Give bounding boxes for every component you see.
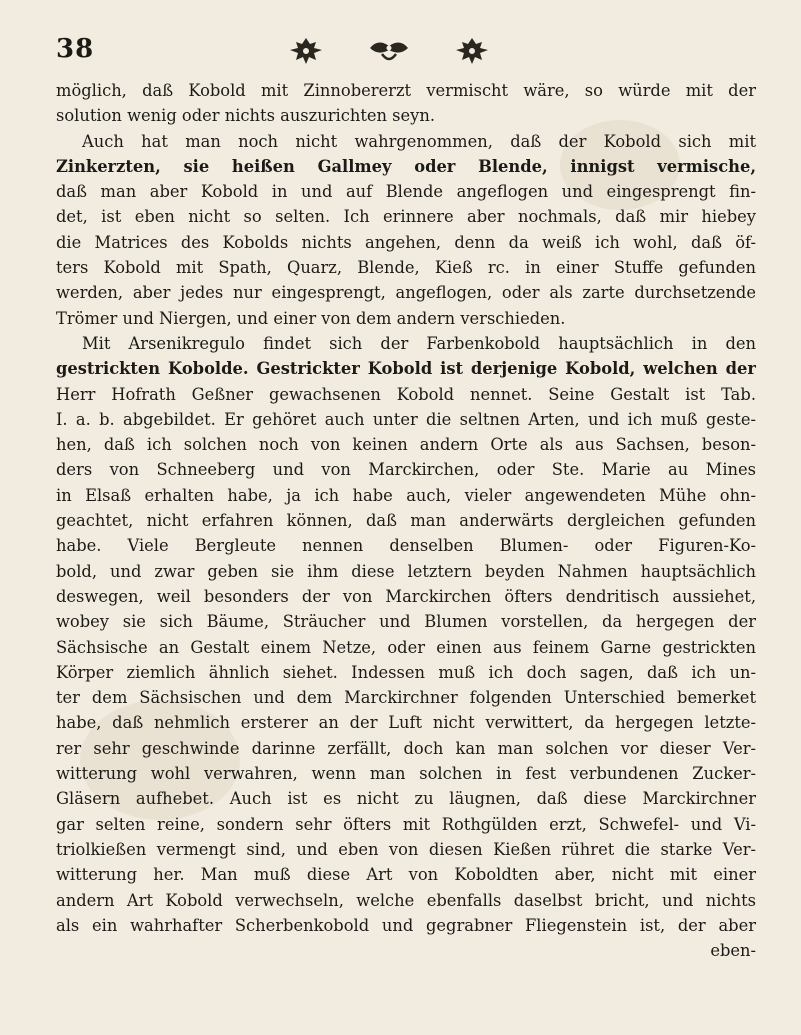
text-line: witterung her. Man muß diese Art von Koboldten aber, nicht mit einer	[56, 865, 756, 885]
text-line: geachtet, nicht erfahren können, daß man anderwärts dergleichen gefunden	[56, 511, 756, 531]
text-line: andern Art Kobold verwechseln, welche ebenfalls daselbst bricht, und nichts	[56, 890, 756, 910]
text-line: witterung wohl verwahren, wenn man solchen in fest verbundenen Zucker-	[56, 764, 756, 784]
text-line: rer sehr geschwinde darinne zerfällt, doch kan man solchen vor dieser Ver-	[56, 738, 756, 758]
text-line: Gläsern aufhebet. Auch ist es nicht zu läugnen, daß diese Marckirchner	[56, 789, 756, 809]
text-line: habe, daß nehmlich ersterer an der Luft nicht verwittert, da hergegen letzte-	[56, 713, 756, 733]
text-line: Auch hat man noch nicht wahrgenommen, daß der Kobold sich mit	[82, 131, 756, 151]
text-line: in Elsaß erhalten habe, ja ich habe auch, vieler angewendeten Mühe ohn-	[56, 485, 756, 505]
text-line: Trömer und Niergen, und einer von dem andern verschieden.	[56, 308, 566, 328]
page-header	[56, 34, 756, 74]
text-line: ters Kobold mit Spath, Quarz, Blende, Kieß rc. in einer Stuffe gefunden	[56, 258, 756, 278]
text-line: Mit Arsenikregulo findet sich der Farbenkobold hauptsächlich in den	[82, 333, 756, 353]
text-line: ders von Schneeberg und von Marckirchen, oder Ste. Marie au Mines	[56, 460, 756, 480]
text-line: I. a. b. abgebildet. Er gehöret auch unter die seltnen Arten, und ich muß geste-	[56, 409, 756, 429]
text-line: als ein wahrhafter Scherbenkobold und gegrabner Fliegenstein ist, der aber	[56, 915, 756, 935]
text-line: triolkießen vermengt sind, und eben von diesen Kießen rühret die starke Ver-	[56, 839, 756, 859]
ornament-center-icon	[366, 36, 412, 66]
text-line: det, ist eben nicht so selten. Ich erinnere aber nochmals, daß mir hiebey	[56, 207, 756, 227]
text-line: solution wenig oder nichts auszurichten seyn.	[56, 106, 436, 126]
text-line: Körper ziemlich ähnlich siehet. Indessen muß ich doch sagen, daß ich un-	[56, 662, 756, 682]
text-line: gestrickten Kobolde. Gestrickter Kobold ist derjenige Kobold, welchen der	[56, 359, 756, 379]
text-line: gar selten reine, sondern sehr öfters mit Rothgülden erzt, Schwefel- und Vi-	[56, 814, 756, 834]
text-line: deswegen, weil besonders der von Marckirchen öfters dendritisch aussiehet,	[56, 586, 756, 606]
text-line: Herr Hofrath Geßner gewachsenen Kobold nennet. Seine Gestalt ist Tab.	[56, 384, 756, 404]
ornament-right-icon	[452, 36, 492, 66]
catchword: eben-	[710, 941, 756, 961]
page-number: 38	[56, 34, 95, 64]
body-text	[56, 78, 756, 963]
header-ornaments	[286, 36, 492, 66]
text-line: habe. Viele Bergleute nennen denselben Blumen- oder Figuren-Ko-	[56, 536, 756, 556]
text-line: wobey sie sich Bäume, Sträucher und Blumen vorstellen, da hergegen der	[56, 612, 756, 632]
text-line: Sächsische an Gestalt einem Netze, oder einen aus feinem Garne gestrickten	[56, 637, 756, 657]
text-line: möglich, daß Kobold mit Zinnobererzt vermischt wäre, so würde mit der	[56, 81, 756, 100]
text-line: hen, daß ich solchen noch von keinen andern Orte als aus Sachsen, beson-	[56, 435, 756, 455]
ornament-left-icon	[286, 36, 326, 66]
text-line: bold, und zwar geben sie ihm diese letztern beyden Nahmen hauptsächlich	[56, 561, 756, 581]
text-line: die Matrices des Kobolds nichts angehen, denn da weiß ich wohl, daß öf-	[56, 232, 756, 252]
text-line: ter dem Sächsischen und dem Marckirchner folgenden Unterschied bemerket	[56, 688, 756, 708]
text-line: werden, aber jedes nur eingesprengt, angeflogen, oder als zarte durchsetzende	[56, 283, 756, 303]
text-line: daß man aber Kobold in und auf Blende angeflogen und eingesprengt fin-	[56, 182, 756, 202]
text-line: Zinkerzten, sie heißen Gallmey oder Blende, innigst vermische,	[56, 156, 756, 176]
